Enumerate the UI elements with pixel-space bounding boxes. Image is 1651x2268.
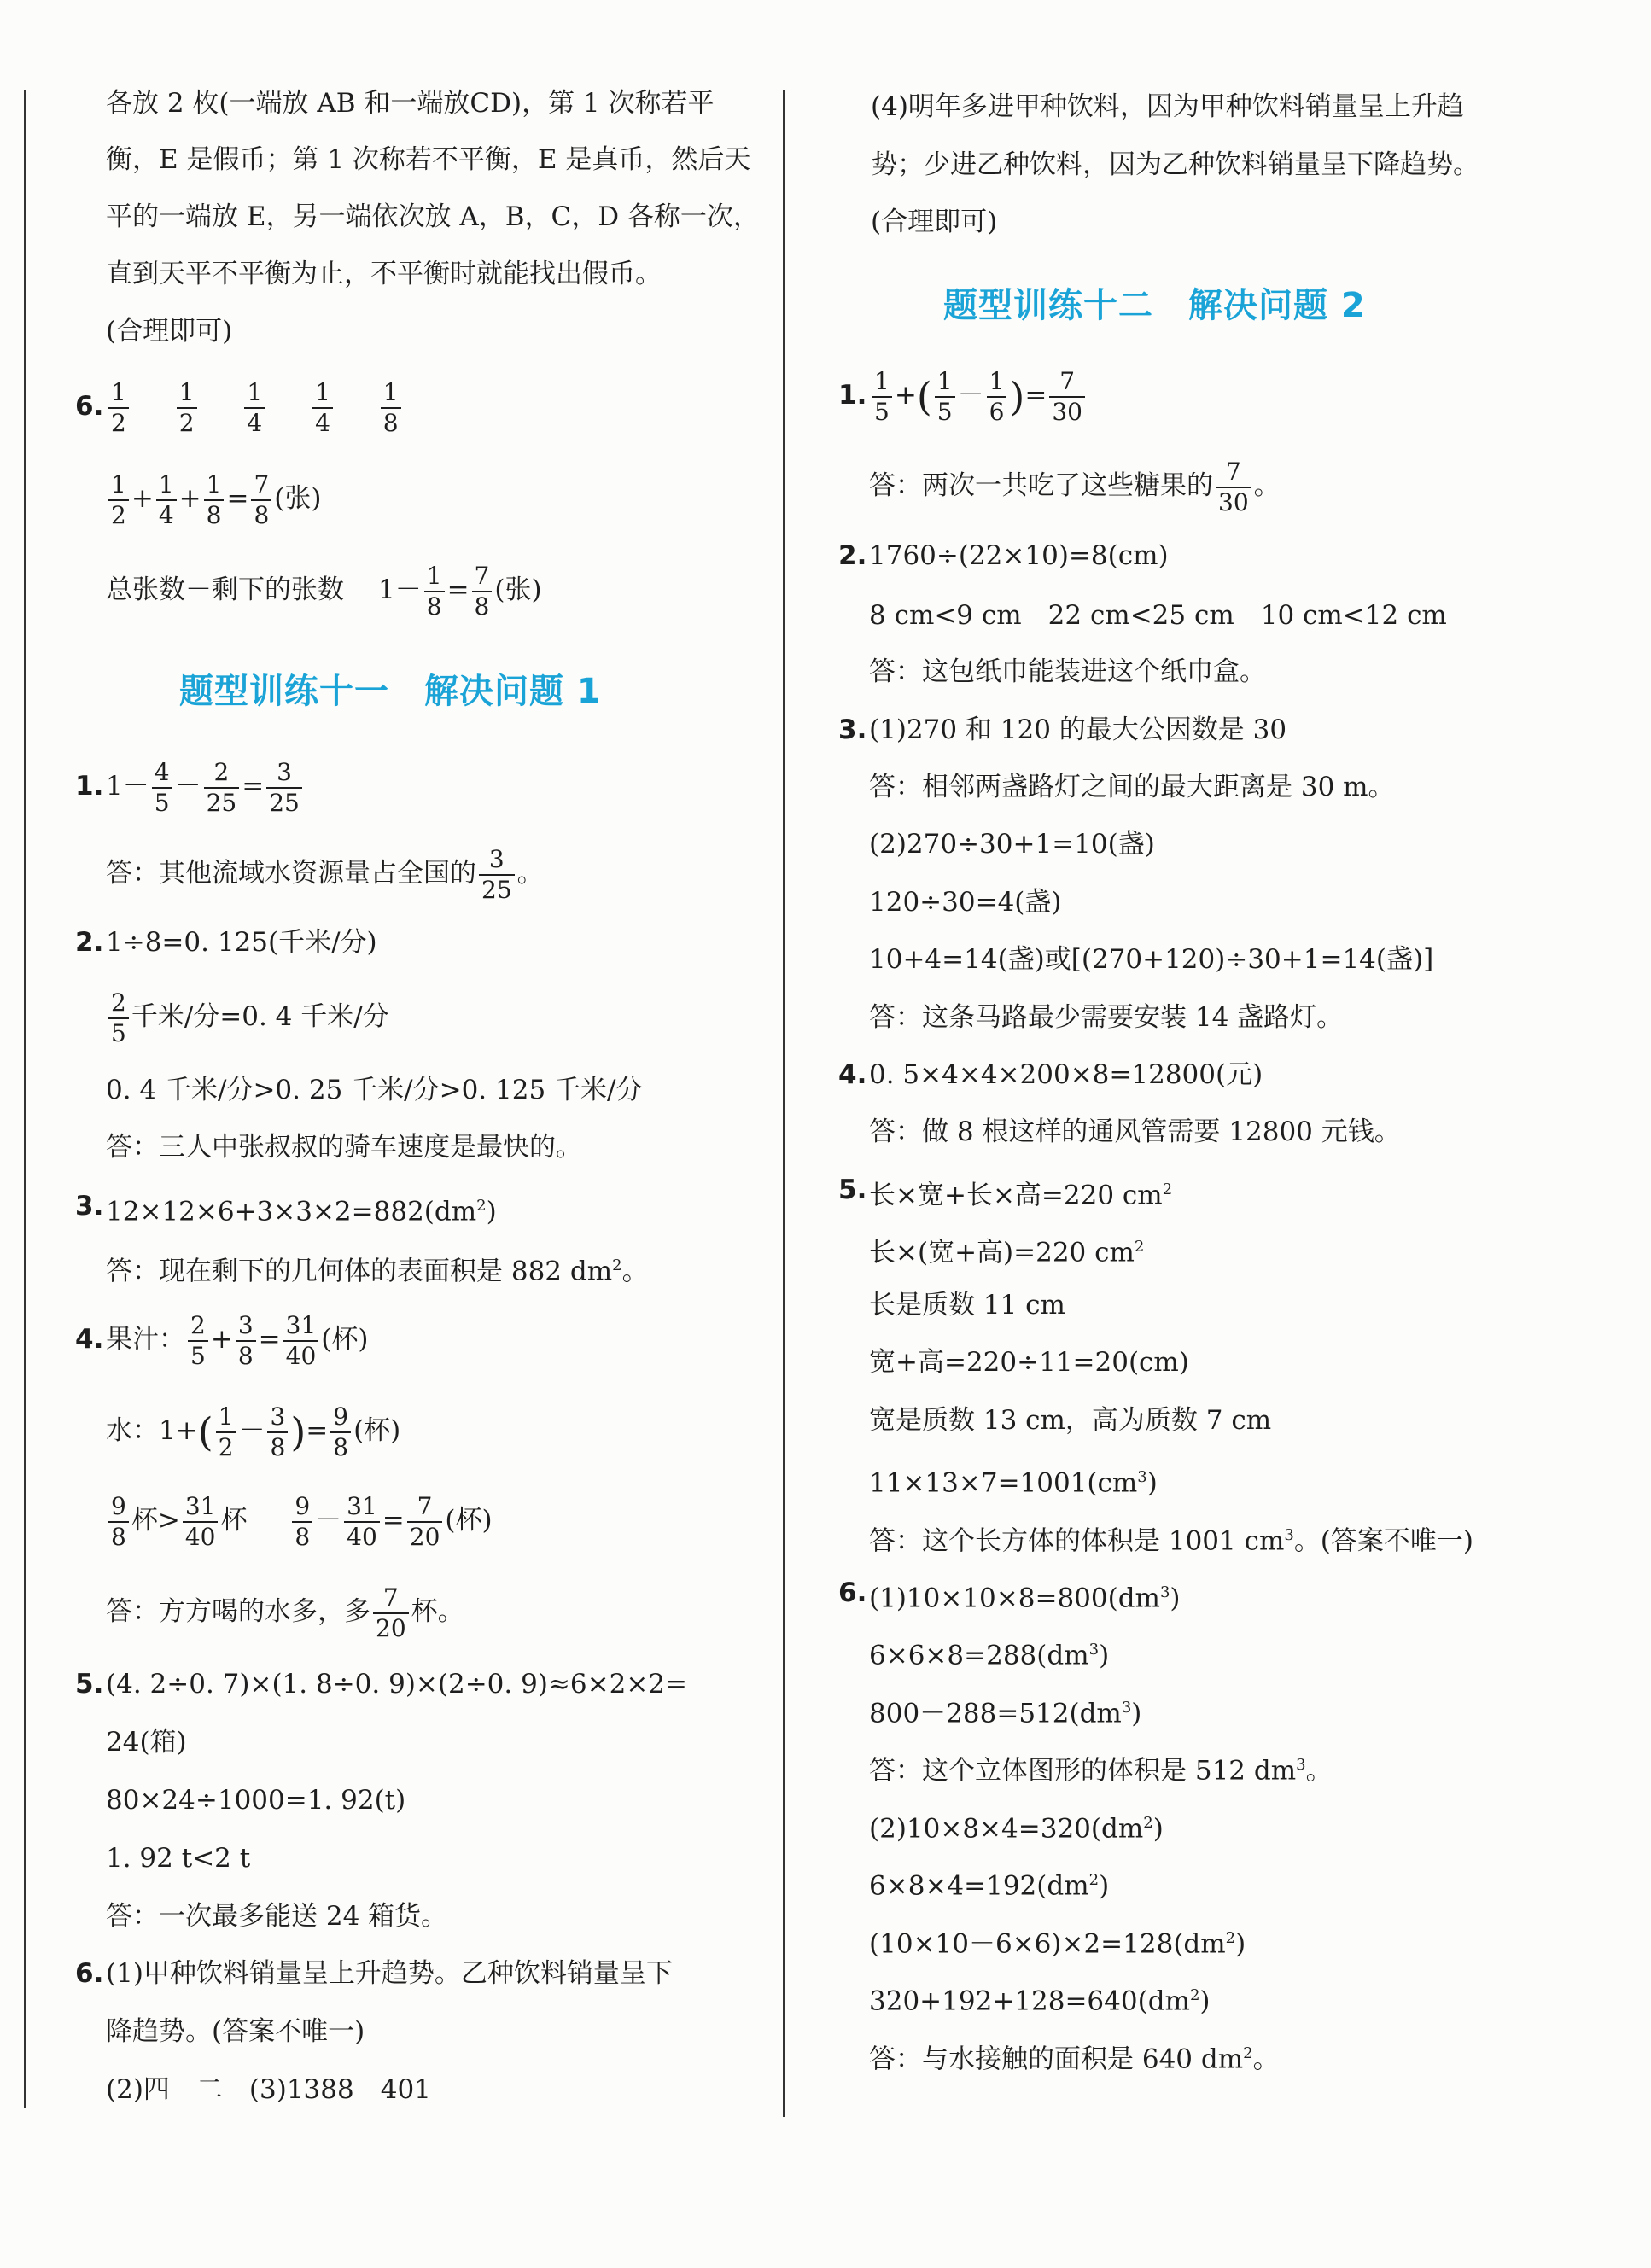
intro-line: 各放 2 枚(一端放 AB 和一端放CD)，第 1 次称若平 — [106, 88, 715, 119]
line: 1760÷(22×10)=8(cm) — [869, 540, 1169, 571]
answer: 答：相邻两盏路灯之间的最大距离是 30 m。 — [869, 772, 1395, 802]
line: 0. 4 千米/分>0. 25 千米/分>0. 125 千米/分 — [106, 1075, 643, 1105]
fraction: $\frac{1}{4}$ — [244, 381, 265, 435]
line: 10+4=14(盏)或[(270+120)÷30+1=14(盏)] — [869, 944, 1434, 975]
line: $12\times 12\times 6+3\times 3\times 2=882(dm^2)$ — [106, 1196, 497, 1227]
line: (2)四 二 (3)1388 401 — [106, 2074, 431, 2105]
question-number: 6. — [75, 1958, 104, 1989]
line: $800-288=512(dm^3)$ — [869, 1698, 1142, 1729]
section-heading: 题型训练十二 解决问题 2 — [943, 286, 1366, 325]
right-column — [785, 0, 1651, 2268]
remain-equation: 总张数－剩下的张数 1－ $\frac{1}{8}$ = $\frac{7}{8}$ (张) — [106, 561, 542, 621]
left-column — [0, 0, 785, 2268]
compare-equation: $\frac{9}{8}$ 杯> $\frac{31}{40}$ 杯 $\frac{9}{8}$ － $\frac{31}{40}$ = $\frac{7}{20}$ (杯) — [106, 1490, 493, 1551]
line: (合理即可) — [871, 207, 998, 237]
water-equation: 水：1+( $\frac{1}{2}$ － $\frac{3}{8}$ )= $\frac{9}{8}$ (杯) — [106, 1402, 401, 1461]
question-number: 5. — [75, 1669, 104, 1700]
line: $\frac{2}{5}$ 千米/分=0. 4 千米/分 — [106, 986, 389, 1047]
left-margin-rule — [24, 90, 26, 2108]
fraction: $\frac{1}{8}$ — [381, 381, 401, 435]
line: $(2)10\times 8\times 4=320(dm^2)$ — [869, 1813, 1164, 1845]
line: 1÷8=0. 125(千米/分) — [106, 927, 377, 958]
line: 8 cm<9 cm 22 cm<25 cm 10 cm<12 cm — [869, 600, 1447, 631]
answer: 答：这条马路最少需要安装 14 盏路灯。 — [869, 1002, 1344, 1033]
question-number: 3. — [838, 714, 867, 745]
line: 长×宽+长×高=220 $cm^2$ — [869, 1180, 1173, 1211]
juice-equation: 果汁： $\frac{2}{5}$ + $\frac{3}{8}$ = $\frac{31}{40}$ (杯) — [106, 1310, 369, 1370]
sum-equation: $\frac{1}{2}$ + $\frac{1}{4}$ + $\frac{1}{8}$ = $\frac{7}{8}$ (张) — [106, 468, 321, 529]
line: 24(箱) — [106, 1727, 187, 1758]
line: $11\times 13\times 7=1001(cm^3)$ — [869, 1467, 1158, 1499]
answer: 答：一次最多能送 24 箱货。 — [106, 1901, 448, 1932]
intro-line: 直到天平不平衡为止，不平衡时就能找出假币。 — [106, 259, 662, 289]
line: 0. 5×4×4×200×8=12800(元) — [869, 1059, 1263, 1090]
line: 80×24÷1000=1. 92(t) — [106, 1785, 406, 1816]
fraction: $\frac{1}{2}$ — [108, 381, 129, 435]
line: (1)甲种饮料销量呈上升趋势。乙种饮料销量呈下 — [106, 1958, 673, 1989]
answer: 答：方方喝的水多，多 $\frac{7}{20}$ 杯。 — [106, 1583, 464, 1642]
answer: 答：三人中张叔叔的骑车速度是最快的。 — [106, 1132, 582, 1163]
question-number: 3. — [75, 1191, 104, 1221]
question-number: 4. — [838, 1059, 867, 1090]
line: 120÷30=4(盏) — [869, 887, 1062, 918]
equation: 1－ $\frac{4}{5}$ － $\frac{2}{25}$ = $\frac{3}{25}$ — [106, 755, 305, 817]
question-number: 2. — [75, 927, 104, 958]
answer: 答：这包纸巾能装进这个纸巾盒。 — [869, 656, 1266, 687]
question-number: 6. — [838, 1577, 867, 1608]
line: $(10\times 10-6\times 6)\times 2=128(dm^2)$ — [869, 1928, 1246, 1960]
line: $320+192+128=640(dm^2)$ — [869, 1985, 1211, 2017]
line: 势；少进乙种饮料，因为乙种饮料销量呈下降趋势。 — [871, 149, 1479, 180]
line: (2)270÷30+1=10(盏) — [869, 829, 1155, 860]
line: $6\times 8\times 4=192(dm^2)$ — [869, 1870, 1110, 1902]
question-number: 2. — [838, 540, 867, 571]
intro-line: (合理即可) — [106, 316, 233, 347]
question-number: 1. — [75, 771, 104, 802]
line: (4. 2÷0. 7)×(1. 8÷0. 9)×(2÷0. 9)≈6×2×2= — [106, 1669, 688, 1700]
intro-line: 衡，E 是假币；第 1 次称若不平衡，E 是真币，然后天 — [106, 144, 751, 175]
line: 长×(宽+高)=220 $cm^2$ — [869, 1237, 1145, 1268]
fraction-row — [106, 376, 404, 437]
line: $6\times 6\times 8=288(dm^3)$ — [869, 1640, 1110, 1671]
question-number: 4. — [75, 1324, 104, 1355]
answer: 答：其他流域水资源量占全国的 $\frac{3}{25}$ 。 — [106, 844, 544, 904]
line: 宽+高=220÷11=20(cm) — [869, 1347, 1189, 1378]
intro-line: 平的一端放 E，另一端依次放 A，B，C，D 各称一次， — [106, 201, 760, 232]
question-number: 1. — [838, 380, 867, 411]
answer: 答：这个立体图形的体积是 512 $dm^3$。 — [869, 1755, 1333, 1787]
fraction: $\frac{1}{4}$ — [312, 381, 333, 435]
line: (4)明年多进甲种饮料，因为甲种饮料销量呈上升趋 — [871, 91, 1464, 122]
line: $(1)10\times 10\times 8=800(dm^3)$ — [869, 1583, 1181, 1614]
section-heading: 题型训练十一 解决问题 1 — [179, 672, 602, 711]
line: 宽是质数 13 cm，高为质数 7 cm — [869, 1405, 1272, 1436]
column-divider — [783, 90, 785, 2117]
question-number: 5. — [838, 1175, 867, 1205]
answer: 答：与水接触的面积是 640 $dm^2$。 — [869, 2044, 1280, 2075]
line: (1)270 和 120 的最大公因数是 30 — [869, 714, 1287, 745]
equation: $\frac{1}{5}$ +( $\frac{1}{5}$ － $\frac{1}{6}$ )= $\frac{7}{30}$ — [869, 364, 1088, 428]
answer: 答：做 8 根这样的通风管需要 12800 元钱。 — [869, 1117, 1401, 1147]
answer: 答：现在剩下的几何体的表面积是 882 $dm^2$。 — [106, 1256, 649, 1287]
answer: 答：两次一共吃了这些糖果的 $\frac{7}{30}$ 。 — [869, 457, 1281, 516]
question-number: 6. — [75, 391, 104, 422]
line: 长是质数 11 cm — [869, 1290, 1065, 1321]
line: 降趋势。(答案不唯一) — [106, 2016, 365, 2047]
answer: 答：这个长方体的体积是 1001 $cm^3$。(答案不唯一) — [869, 1525, 1474, 1557]
fraction: $\frac{1}{2}$ — [177, 381, 197, 435]
line: 1. 92 t<2 t — [106, 1843, 251, 1874]
